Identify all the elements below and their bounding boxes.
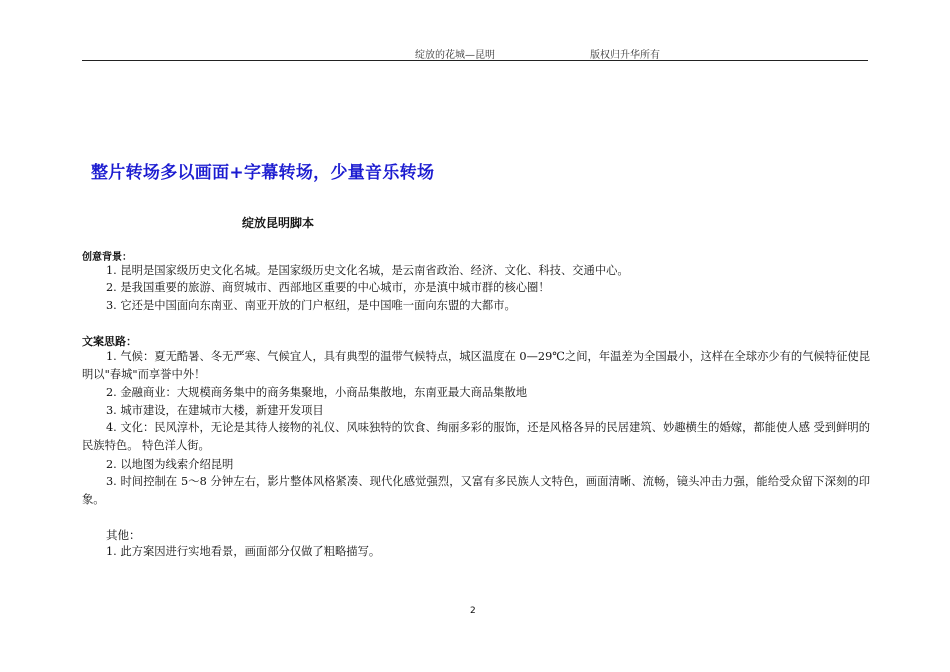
page-number: 2: [470, 606, 476, 616]
background-item: 3. 它还是中国面向东南亚、南亚开放的门户枢纽，是中国唯一面向东盟的大都市。: [106, 299, 516, 312]
ideas-section-title: 文案思路：: [82, 335, 137, 348]
ideas-item: 3. 时间控制在 5～8 分钟左右，影片整体风格紧凑、现代化感觉强烈，又富有多民族人文特色，画面清晰、流畅，镜头冲击力强，能给受众留下深刻的印象。: [82, 475, 870, 506]
background-section-title: 创意背景：: [82, 252, 132, 263]
ideas-item: 4. 文化：民风淳朴，无论是其待人接物的礼仪、风味独特的饮食、绚丽多彩的服饰，还是风格各异的民居建筑、妙趣横生的婚嫁，都能使人感 受到鲜明的民族特色。 特色洋人街。: [82, 421, 870, 452]
ideas-item: 1. 气候：夏无酷暑、冬无严寒、气候宜人，具有典型的温带气候特点，城区温度在 0—29℃之间，年温差为全国最小，这样在全球亦少有的气候特征使昆明以"春城"而享誉中外！: [82, 350, 870, 381]
header-left-text: 绽放的花城—昆明: [415, 50, 495, 61]
header-right-text: 版权归升华所有: [590, 50, 660, 61]
other-section-title: 其他：: [106, 528, 141, 542]
background-item: 1. 昆明是国家级历史文化名城。是国家级历史文化名城，是云南省政治、经济、文化、科技、交通中心。: [106, 264, 629, 277]
headline: 整片转场多以画面+字幕转场，少量音乐转场: [91, 163, 435, 183]
script-title: 绽放昆明脚本: [242, 216, 315, 230]
other-item: 1. 此方案因进行实地看景，画面部分仅做了粗略描写。: [106, 545, 381, 558]
background-item: 2. 是我国重要的旅游、商贸城市、西部地区重要的中心城市，亦是滇中城市群的核心圈！: [106, 281, 550, 294]
ideas-item: 2. 金融商业：大规模商务集中的商务集聚地，小商品集散地，东南亚最大商品集散地: [106, 386, 528, 399]
ideas-item: 2. 以地图为线索介绍昆明: [106, 458, 234, 471]
ideas-item: 3. 城市建设，在建城市大楼，新建开发项目: [106, 404, 324, 417]
header-rule: [82, 60, 868, 61]
